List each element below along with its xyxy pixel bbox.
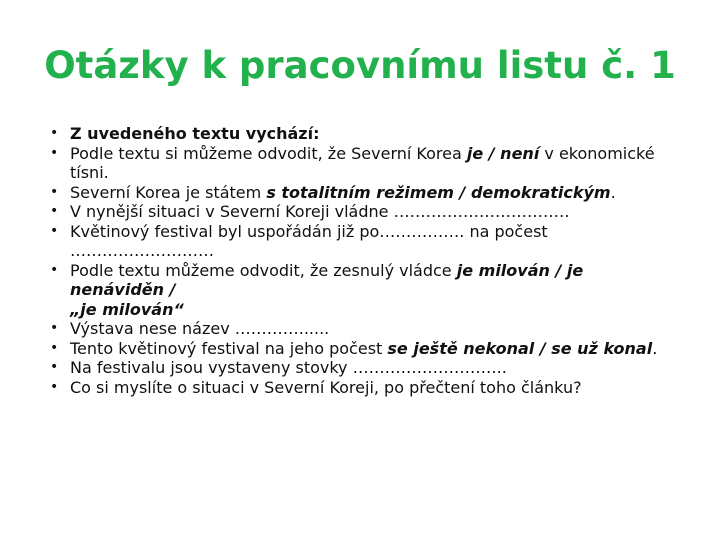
question-text: Podle textu si můžeme odvodit, že Severní Korea <box>70 143 467 163</box>
emphasized-text: je / není <box>466 143 540 163</box>
question-text: Na festivalu jsou vystaveny stovky ……………………….. <box>70 358 507 377</box>
bullet-icon: • <box>50 144 59 161</box>
bullet-icon: • <box>50 203 59 219</box>
question-item <box>50 222 670 261</box>
bullet-icon: • <box>50 320 59 336</box>
emphasized-text: se ještě nekonal / se už konal <box>387 338 653 358</box>
bullet-icon: • <box>50 222 59 239</box>
bullet-icon: • <box>50 261 59 278</box>
bullet-icon: • <box>50 378 59 395</box>
question-item <box>50 202 670 222</box>
bold-text: Z uvedeného textu vychází: <box>70 124 320 143</box>
bullet-icon: • <box>50 359 59 375</box>
bullet-icon: • <box>50 339 59 356</box>
question-item <box>50 339 670 359</box>
emphasized-text: je milován / je nenáviděn / <box>70 260 584 299</box>
bullet-icon: • <box>50 125 59 141</box>
question-text: Severní Korea je státem <box>70 182 267 202</box>
slide-title: Otázky k pracovnímu listu č. 1 <box>44 44 676 87</box>
question-text: Co si myslíte o situaci v Severní Koreji, po přečtení toho článku? <box>70 377 582 397</box>
emphasized-text: s totalitním režimem / demokratickým <box>266 182 611 202</box>
question-text: . <box>652 338 658 358</box>
question-item <box>50 261 670 320</box>
question-item <box>50 183 670 203</box>
question-text: v ekonomické tísni. <box>70 143 655 182</box>
question-text: Podle textu můžeme odvodit, že zesnulý vládce <box>70 260 457 280</box>
question-item <box>50 378 670 398</box>
bullet-icon: • <box>50 183 59 200</box>
question-text: . <box>610 182 616 202</box>
question-text: Tento květinový festival na jeho počest <box>70 338 388 358</box>
question-text: Výstava nese název …………...... <box>70 319 330 338</box>
question-item <box>50 124 670 144</box>
question-item <box>50 358 670 378</box>
question-item <box>50 144 670 183</box>
question-item <box>50 319 670 339</box>
question-text: Květinový festival byl uspořádán již po……………. na počest ……………………… <box>70 221 548 260</box>
question-text: V nynější situaci v Severní Koreji vládne …………………………… <box>70 202 570 221</box>
emphasized-text: „je milován“ <box>70 299 184 319</box>
question-list <box>50 124 670 397</box>
